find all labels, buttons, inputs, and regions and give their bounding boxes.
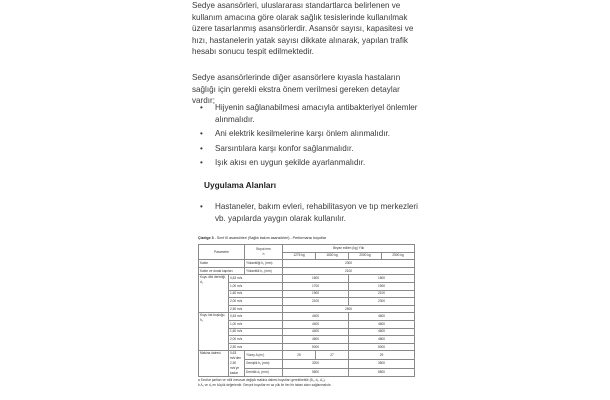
table-cell: 3500 xyxy=(349,359,415,368)
bullet-icon: • xyxy=(200,158,203,167)
table-cell: 2100 xyxy=(349,290,415,298)
intro-paragraph: Sedye asansörleri, uluslararası standartlarca belirlenen ve kullanım amacına göre olarak sağlık tesislerinde kullanılmak üzere tasarlanmış asansörlerdir. Asansör sayısı, kapasitesi ve hızı, hastanelerin yatak sayısı dikkate alınarak, yapılan trafik hesabı sonucu tespit edilmektedir. xyxy=(192,1,414,57)
section-heading: Uygulama Alanları xyxy=(204,180,277,190)
table-row xyxy=(199,313,415,321)
table-cell: Genişlik b₁ (mm) xyxy=(245,359,283,368)
table-row xyxy=(199,336,415,344)
table-cell: Yükseklik h₂ (mm) xyxy=(245,267,283,275)
list-item xyxy=(200,201,420,224)
table-cell: 5800 xyxy=(349,368,415,377)
table-cell: Boyut mm h xyxy=(245,245,283,260)
list-item-text: Işık akısı en uygun şekilde ayarlanmalıdır. xyxy=(215,158,366,167)
table-cell: 2,50 m/s xyxy=(229,343,283,351)
table-row xyxy=(199,245,415,253)
table-cell: 1700 xyxy=(283,282,349,290)
table-cell: 0,63 m/s xyxy=(229,313,283,321)
table-cell: 4600 xyxy=(349,313,415,321)
table-cell: 2,00 m/s xyxy=(229,336,283,344)
table-cell: Kuyu üst boşluğu, h₂ xyxy=(199,313,229,351)
table-cell: Kabin ve durak kapıları xyxy=(199,267,245,275)
table-cell: Parametre xyxy=(199,245,245,260)
table-cell: 4600 xyxy=(349,320,415,328)
table-cell: 2,50 m/s xyxy=(229,305,283,313)
bullet-icon: • xyxy=(200,103,203,112)
table-cell: 1600 kg xyxy=(316,252,349,260)
table-cell: Yüksekliği h₁ (mm) xyxy=(245,260,283,268)
table-row xyxy=(199,320,415,328)
bullet-icon: • xyxy=(200,129,203,138)
table-cell: 1,00 m/s xyxy=(229,320,283,328)
table-row xyxy=(199,275,415,283)
table-cell: 5500 xyxy=(283,368,349,377)
table-cell: 1,60 m/s xyxy=(229,290,283,298)
table-cell: Makina dairesi xyxy=(199,351,229,377)
table-cell: 2300 xyxy=(349,298,415,306)
table-row xyxy=(199,298,415,306)
table-cell: 29 xyxy=(349,351,415,360)
table-cell: 2000 kg xyxy=(349,252,382,260)
table-cell: 1,60 m/s xyxy=(229,328,283,336)
table-cell: 2100 xyxy=(283,267,415,275)
table-cell: 1900 xyxy=(283,290,349,298)
table-cell: 2100 xyxy=(283,298,349,306)
list-item xyxy=(200,157,420,169)
table-row xyxy=(199,290,415,298)
list-item xyxy=(200,143,420,155)
table-cell: 1600 xyxy=(283,275,349,283)
table-cell: 2,00 m/s xyxy=(229,298,283,306)
table-row xyxy=(199,351,415,360)
list-item xyxy=(200,128,420,140)
table-cell: 3200 xyxy=(283,359,349,368)
details-paragraph: Sedye asansörlerinde diğer asansörlere kıyasla hastaların sağlığı için gerekli ekstra önem verilmesi gereken detaylar vardır; xyxy=(192,73,401,106)
table-note: b A₁ ve d₁ en küçük değerlerdir. Gerçek boyutlar en az yük ile her bir taban alanı sağlanmalıdır. xyxy=(198,382,332,387)
list-item-text: Hijyenin sağlanabilmesi amacıyla antibakteriyel önlemler alınmalıdır. xyxy=(215,103,418,124)
table-cell: 5000 xyxy=(283,343,349,351)
table-cell: 2500 xyxy=(283,305,415,313)
table-cell: 1900 xyxy=(349,282,415,290)
table-row xyxy=(199,267,415,275)
table-cell: 2500 kg xyxy=(382,252,415,260)
table-row xyxy=(199,282,415,290)
table-cell: 1800 xyxy=(349,275,415,283)
table-cell: 2300 xyxy=(283,260,415,268)
table-cell: 4600 xyxy=(349,328,415,336)
table-cell: 0,63 m/s xyxy=(229,275,283,283)
table-cell: Kuyu dibi derinliği, d₁ xyxy=(199,275,229,313)
table-cell: 1,00 m/s xyxy=(229,282,283,290)
list-item-text: Sarsıntılara karşı konfor sağlanmalıdır. xyxy=(215,144,354,153)
table-cell: 4400 xyxy=(283,328,349,336)
table-row xyxy=(199,260,415,268)
table-notes xyxy=(198,378,414,387)
table-cell: Derinlik d₁ (mm) xyxy=(245,368,283,377)
table-caption: Çizelge 3 - Sınıf III asansörleri (Sağlık bakım asansörleri) - Performansı boyutlar xyxy=(198,236,327,240)
spec-table-figure xyxy=(198,236,414,388)
table-cell: 4400 xyxy=(283,320,349,328)
list-item-text: Hastaneler, bakım evleri, rehabilitasyon ve tıp merkezleri vb. yapılarda yaygın olarak kullanılır. xyxy=(215,202,418,223)
bullet-icon: • xyxy=(200,202,203,211)
table-cell: Yüzey A (m²) xyxy=(245,351,283,360)
table-cell: 5000 xyxy=(349,343,415,351)
list-item xyxy=(200,102,420,125)
table-row xyxy=(199,328,415,336)
table-cell: 4400 xyxy=(283,313,349,321)
table-cell: 25 xyxy=(283,351,316,360)
table-cell: 0,63 m/s'den 2,50 m/s'ye kadar xyxy=(229,351,245,377)
table-cell: Beyan edilen (kg) Yük xyxy=(283,245,415,253)
table-cell: 4800 xyxy=(349,336,415,344)
table-row xyxy=(199,305,415,313)
table-cell: 4600 xyxy=(283,336,349,344)
bullet-icon: • xyxy=(200,144,203,153)
table-cell: 1275 kg xyxy=(283,252,316,260)
table-cell: 27 xyxy=(316,351,349,360)
table-row xyxy=(199,343,415,351)
spec-table xyxy=(198,244,415,377)
list-item-text: Ani elektrik kesilmelerine karşı önlem alınmalıdır. xyxy=(215,129,390,138)
table-note: a Sınırlar şartları ve milli mevzuat değişik makina dairesi boyutları gerektirebilir (B₁, d₁, A₂). xyxy=(198,378,326,383)
table-cell: Kabin xyxy=(199,260,245,268)
